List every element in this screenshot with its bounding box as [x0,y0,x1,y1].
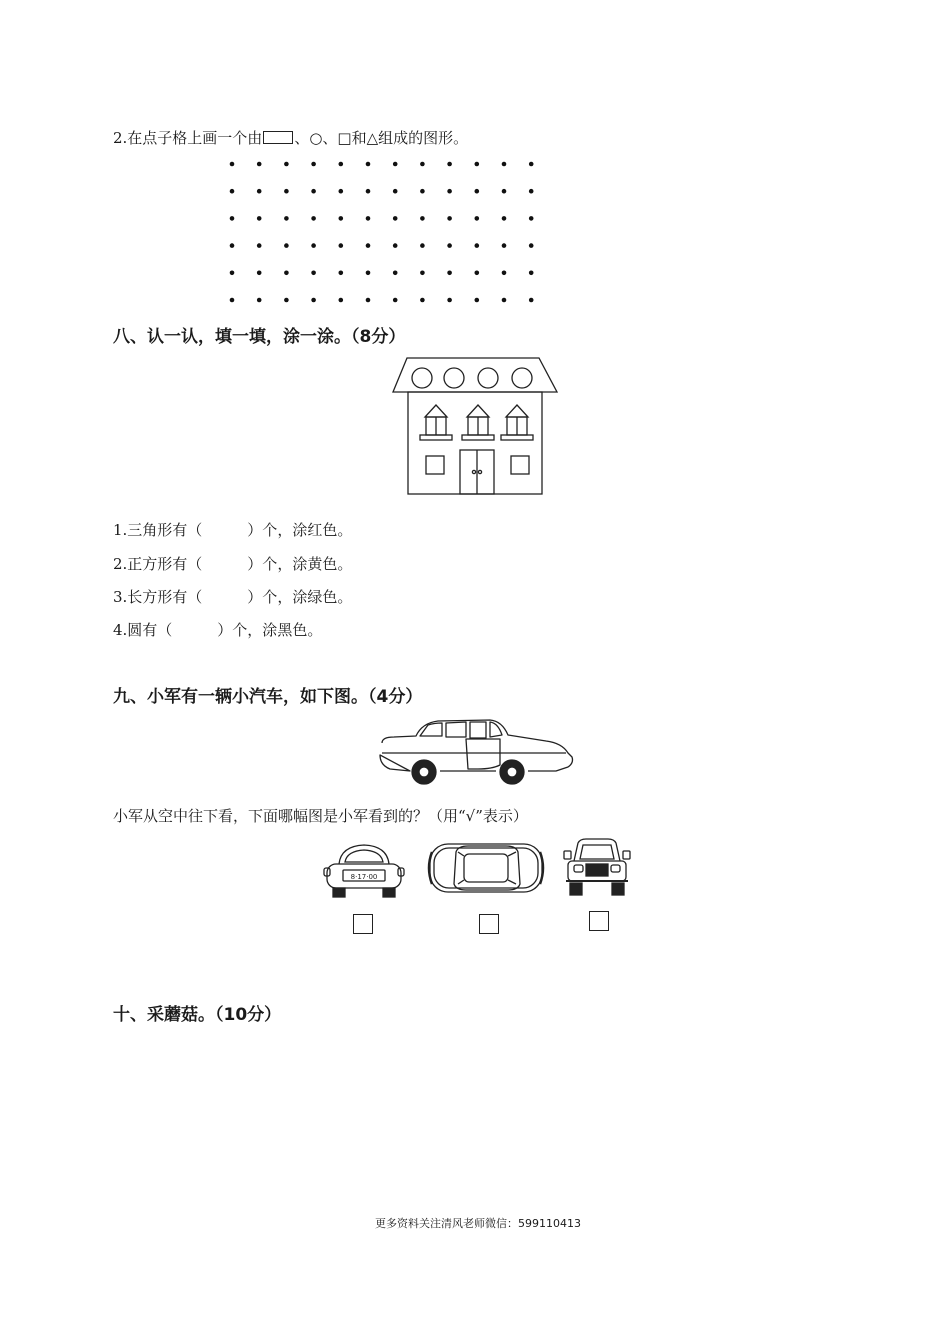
grid-dot [475,189,480,194]
grid-dot [339,216,344,221]
grid-dot [447,216,452,221]
grid-dot [230,298,235,303]
grid-dot [393,216,398,221]
q8-item-square: 2.正方形有（ ）个，涂黄色。 [113,555,353,573]
grid-dot [420,162,425,167]
grid-dot [393,189,398,194]
grid-dot [339,162,344,167]
q7-part2-text-after: 、○、□和△组成的图形。 [294,129,469,147]
grid-dot [393,243,398,248]
grid-dot [529,271,534,276]
grid-dot [447,162,452,167]
grid-dot [475,216,480,221]
grid-dot [257,243,262,248]
answer-box-front-view[interactable] [589,911,609,931]
grid-dot [420,271,425,276]
answer-box-top-view[interactable] [479,914,499,934]
grid-dot [366,243,371,248]
grid-dot [420,243,425,248]
grid-dot [529,216,534,221]
grid-dot [257,189,262,194]
grid-dot [475,271,480,276]
grid-dot [284,298,289,303]
grid-dot [284,162,289,167]
grid-dot [502,216,507,221]
grid-dot [393,162,398,167]
grid-dot [475,243,480,248]
q10-heading: 十、采蘑菇。（10分） [113,1005,282,1025]
grid-dot [230,189,235,194]
q8-heading: 八、认一认，填一填，涂一涂。（8分） [113,327,406,347]
grid-dot [311,243,316,248]
grid-dot [366,271,371,276]
q9-question: 小军从空中往下看，下面哪幅图是小军看到的？（用“√”表示） [113,807,528,825]
grid-dot [447,271,452,276]
q7-part2-text-before: 2.在点子格上画一个由 [113,129,263,147]
grid-dot [311,162,316,167]
grid-dot [311,216,316,221]
grid-dot [366,162,371,167]
grid-dot [393,271,398,276]
grid-dot [339,298,344,303]
grid-dot [339,189,344,194]
grid-dot [447,243,452,248]
grid-dot [230,271,235,276]
grid-dot [529,162,534,167]
grid-dot [339,243,344,248]
grid-dot [366,216,371,221]
grid-dot [257,298,262,303]
q7-part2-text [113,128,468,148]
q9-heading: 九、小军有一辆小汽车，如下图。（4分） [113,687,423,707]
grid-dot [230,243,235,248]
grid-dot [284,271,289,276]
svg-text:8·17·00: 8·17·00 [350,873,378,881]
grid-dot [502,298,507,303]
car-top-view [428,840,544,896]
grid-dot [366,298,371,303]
grid-dot [420,216,425,221]
grid-dot [529,243,534,248]
grid-dot [339,271,344,276]
grid-dot [502,243,507,248]
grid-dot [529,298,534,303]
grid-dot [284,243,289,248]
rectangle-shape-icon [263,131,293,144]
grid-dot [529,189,534,194]
grid-dot [311,189,316,194]
grid-dot [366,189,371,194]
grid-dot [447,189,452,194]
house-drawing [390,358,562,498]
grid-dot [311,271,316,276]
grid-dot [230,216,235,221]
grid-dot [230,162,235,167]
grid-dot [257,162,262,167]
grid-dot [257,271,262,276]
grid-dot [257,216,262,221]
grid-dot [475,162,480,167]
grid-dot [284,189,289,194]
car-side-view [378,717,576,785]
grid-dot [447,298,452,303]
grid-dot [393,298,398,303]
grid-dot [475,298,480,303]
grid-dot [311,298,316,303]
q8-item-circle: 4.圆有（ ）个，涂黑色。 [113,621,323,639]
q8-item-rectangle: 3.长方形有（ ）个，涂绿色。 [113,588,353,606]
footer-contact-text: 更多资料关注清风老师微信：599110413 [375,1217,581,1230]
car-front-view [562,837,632,899]
grid-dot [502,162,507,167]
grid-dot [502,271,507,276]
q8-item-triangle: 1.三角形有（ ）个，涂红色。 [113,521,353,539]
answer-box-rear-view[interactable] [353,914,373,934]
grid-dot [502,189,507,194]
grid-dot [284,216,289,221]
car-rear-view [323,842,405,900]
dot-grid[interactable] [225,155,545,310]
grid-dot [420,298,425,303]
grid-dot [420,189,425,194]
